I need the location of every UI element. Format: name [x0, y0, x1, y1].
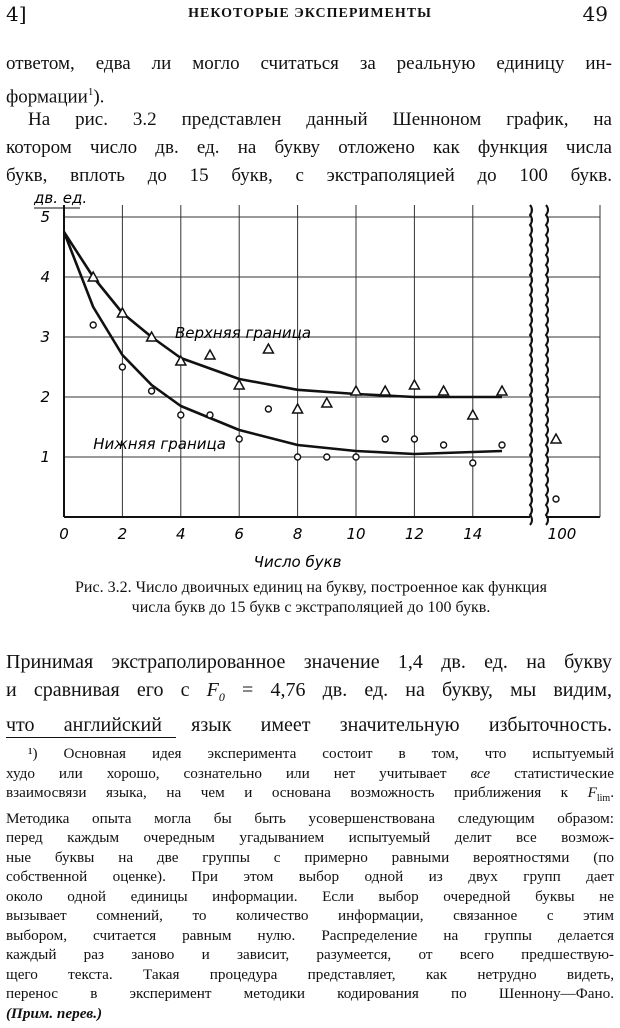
footnote-line: каждый раз заново и зависит, разумеется, от всего предшествую-	[6, 946, 614, 964]
page-header	[0, 2, 620, 28]
circle-point	[207, 412, 213, 418]
circle-point	[553, 496, 559, 502]
footnote-marker: 1	[87, 86, 94, 98]
text-run: На рис. 3.2 представлен данный Шенноном график, на	[28, 109, 612, 130]
triangle-point	[351, 386, 361, 395]
circle-point	[90, 322, 96, 328]
x-tick-label: 100	[547, 525, 577, 543]
circle-point	[499, 442, 505, 448]
text-run: = 4,76 дв. ед. на букву, мы видим,	[242, 679, 613, 701]
triangle-point	[293, 404, 303, 413]
circle-point	[382, 436, 388, 442]
circle-point	[470, 460, 476, 466]
running-title: НЕКОТОРЫЕ ЭКСПЕРИМЕНТЫ	[188, 6, 432, 21]
axis-break	[546, 205, 548, 525]
footnote-line: ные буквы на две группы с примерно равными вероятностями (по	[6, 848, 614, 866]
footnote-line	[6, 783, 614, 809]
chart-curves	[64, 232, 502, 454]
page-number-right: 49	[582, 2, 608, 26]
paragraph-3	[6, 648, 612, 739]
x-tick-label: 2	[117, 525, 128, 543]
circle-point	[353, 454, 359, 460]
y-tick-label: 4	[40, 268, 50, 286]
chart-labels	[33, 190, 576, 570]
footnote-line: Методика опыта могла бы быть усовершенствована следующим образом:	[6, 809, 614, 827]
text-run: взаимосвязи языка, на чем и основана возможность приближения к	[6, 784, 569, 801]
circle-point	[411, 436, 417, 442]
triangle-point	[409, 380, 419, 389]
footnote	[6, 744, 614, 1023]
text-run: и сравнивая его с	[6, 679, 190, 701]
triangle-point	[263, 344, 273, 353]
text-run: .	[610, 784, 615, 801]
text-line: что английский язык имеет значительную избыточность.	[6, 714, 612, 736]
text-line: котором число дв. ед. на букву отложено как функция числа	[6, 137, 612, 158]
x-tick-label: 6	[234, 525, 244, 543]
circle-point	[149, 388, 155, 394]
circle-point	[441, 442, 447, 448]
x-tick-label: 12	[404, 525, 424, 543]
paragraph-2	[6, 106, 612, 190]
text-line: букв, вплоть до 15 букв, с экстраполяцией до 100 букв.	[6, 165, 612, 186]
x-axis-label: Число букв	[253, 553, 342, 570]
x-tick-label: 14	[463, 525, 483, 543]
formula-flim: $F_{lim}$	[587, 784, 611, 805]
text-run: худо или хорошо, сознательно или нет учитывает	[6, 764, 447, 782]
formula-f0: $F_0$	[206, 679, 225, 704]
text-line	[6, 106, 612, 134]
circle-point	[265, 406, 271, 412]
text-line: ответом, едва ли могло считаться за реальную единицу ин-	[6, 53, 612, 74]
x-tick-label: 10	[346, 525, 366, 543]
footnote-line: собственной оценке). При этом выбор одной из двух групп дает	[6, 868, 614, 886]
footnote-line: (Прим. перев.)	[6, 1004, 103, 1022]
triangle-point	[322, 398, 332, 407]
chart-axes	[64, 205, 600, 525]
triangle-point	[551, 434, 561, 443]
text-run: ).	[93, 86, 105, 108]
text-line	[6, 676, 612, 711]
circle-point	[295, 454, 301, 460]
circle-point	[119, 364, 125, 370]
caption-line: числа букв до 15 букв с экстраполяцией до 100 букв.	[131, 599, 491, 616]
chart-points	[88, 272, 561, 502]
y-tick-label: 5	[40, 208, 50, 226]
text-line: Принимая экстраполированное значение 1,4 дв. ед. на букву	[6, 651, 612, 673]
y-tick-label: 2	[40, 388, 50, 406]
caption-line: Рис. 3.2. Число двоичных единиц на букву, построенное как функция	[75, 579, 547, 596]
figure-3-2-chart	[0, 190, 620, 570]
footnote-line	[6, 764, 614, 784]
triangle-point	[439, 386, 449, 395]
triangle-point	[234, 380, 244, 389]
triangle-point	[205, 350, 215, 359]
footnote-line: выбором, считается равным нулю. Распределение на группы делается	[6, 926, 614, 944]
triangle-point	[497, 386, 507, 395]
paragraph-1	[6, 50, 612, 111]
figure-caption	[6, 578, 616, 618]
triangle-point	[380, 386, 390, 395]
footnote-line: перед каждым очередным угадыванием испытуемый делит все возмож-	[6, 829, 614, 847]
x-tick-label: 8	[292, 525, 303, 543]
footnote-line: вызывает сомнений, то количество информации, связанное с этим	[6, 907, 614, 925]
y-axis-label: дв. ед.	[34, 190, 88, 207]
page-number-left: 4]	[6, 2, 27, 26]
footnote-line: около одной единицы информации. Если выбор очередной буквы не	[6, 887, 614, 905]
footnote-line: ¹) Основная идея эксперимента состоит в том, что испытуемый	[28, 745, 614, 762]
footnote-rule	[6, 737, 176, 738]
upper-bound-label: Верхняя граница	[174, 324, 312, 343]
emphasis: все	[470, 764, 491, 782]
lower-bound-label: Нижняя граница	[93, 435, 226, 454]
x-tick-label: 0	[59, 525, 69, 543]
upper-bound-curve	[64, 232, 502, 397]
text-run: статистические	[514, 764, 615, 782]
lower-bound-curve	[64, 232, 502, 454]
footnote-line: щего текста. Такая процедура представляет, как нетрудно видеть,	[6, 965, 614, 983]
x-tick-label: 4	[176, 525, 186, 543]
y-tick-label: 3	[40, 328, 50, 346]
text-run: формации	[6, 86, 88, 108]
footnote-line: перенос в эксперимент методики кодирования по Шеннону—Фано.	[6, 985, 614, 1003]
circle-point	[324, 454, 330, 460]
triangle-point	[468, 410, 478, 419]
circle-point	[178, 412, 184, 418]
chart-grid	[64, 205, 600, 517]
circle-point	[236, 436, 242, 442]
y-tick-label: 1	[40, 448, 50, 466]
